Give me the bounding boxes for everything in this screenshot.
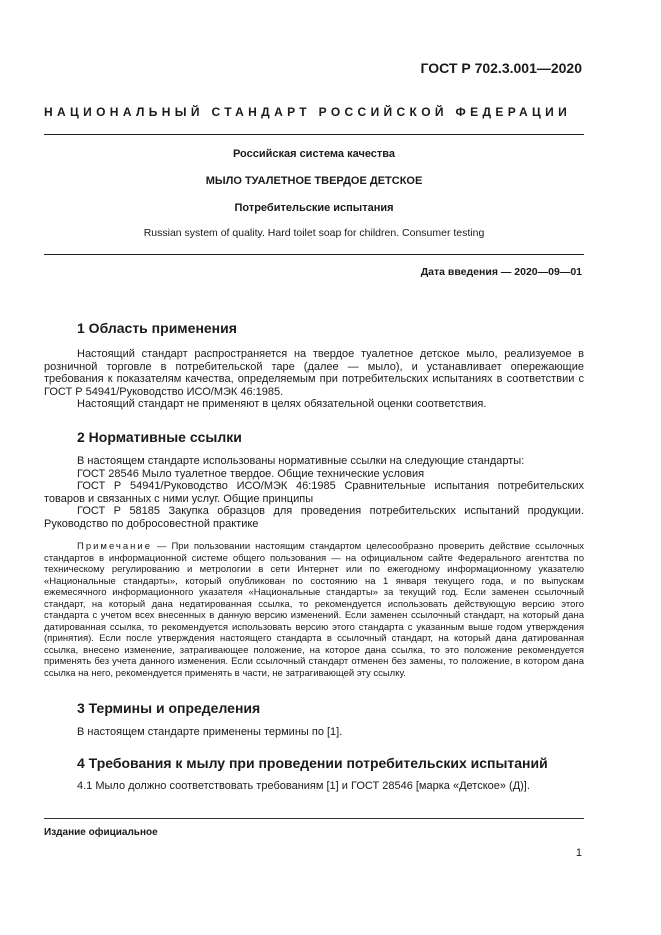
reference-gost-r-58185: ГОСТ Р 58185 Закупка образцов для проведения потребительских испытаний продукции. Руководство по добросовестной практике (44, 505, 584, 530)
page-number: 1 (575, 847, 582, 859)
national-standard-banner: НАЦИОНАЛЬНЫЙ СТАНДАРТ РОССИЙСКОЙ ФЕДЕРАЦИИ (44, 105, 572, 119)
section-1-body (44, 348, 584, 411)
document-number: ГОСТ Р 702.3.001—2020 (420, 60, 582, 76)
section-1-paragraph: Настоящий стандарт распространяется на твердое туалетное детское мыло, реализуемое в розничной торговле в потребительской таре (далее — мыло), и устанавливает опережающие требования к показателям качества, определяемым при потребительских испытаниях в соответствии с ГОСТ Р 54941/Руководство ИСО/МЭК 46:1985. (44, 348, 584, 398)
section-2-heading: 2 Нормативные ссылки (77, 429, 242, 445)
reference-gost-28546: ГОСТ 28546 Мыло туалетное твердое. Общие технические условия (77, 467, 425, 480)
section-3-paragraph: В настоящем стандарте применены термины по [1]. (77, 726, 343, 738)
section-4-body (44, 780, 584, 793)
reference-gost-r-54941: ГОСТ Р 54941/Руководство ИСО/МЭК 46:1985 Сравнительные испытания потребительских товаров и связанных с ними услуг. Общие принципы (44, 480, 584, 505)
section-2-note (44, 541, 584, 679)
section-3-heading: 3 Термины и определения (77, 700, 261, 716)
introduction-date: Дата введения — 2020—09—01 (420, 266, 582, 278)
footer-rule (44, 818, 584, 819)
section-4-paragraph: 4.1 Мыло должно соответствовать требованиям [1] и ГОСТ 28546 [марка «Детское» (Д)]. (77, 780, 530, 792)
note-label: Примечание (77, 541, 152, 552)
section-2-body (44, 455, 584, 531)
header-rule (44, 134, 584, 135)
section-1-heading: 1 Область применения (77, 320, 237, 336)
english-title: Russian system of quality. Hard toilet soap for children. Consumer testing (143, 227, 485, 239)
section-1-paragraph: Настоящий стандарт не применяют в целях обязательной оценки соответствия. (77, 398, 487, 411)
standard-subtitle: Потребительские испытания (234, 202, 394, 214)
quality-system-title: Российская система качества (232, 148, 396, 160)
official-edition-label: Издание официальное (44, 827, 158, 838)
section-2-paragraph: В настоящем стандарте использованы нормативные ссылки на следующие стандарты: (77, 455, 525, 467)
title-rule (44, 254, 584, 255)
note-text: — При пользовании настоящим стандартом целесообразно проверить действие ссылочных стандартов в информационной системе общего пользования — на официальном сайте Федерального агентства по техническому регулированию и метрологии в сети Интернет или по ежегодному информационному указателю «Национальные стандарты», который опубликован по состоянию на 1 января текущего года, и по выпускам ежемесячного информационного указателя «Национальные стандарты» за текущий год. Если заменен ссылочный стандарт, на который дана недатированная ссылка, то рекомендуется использовать действующую версию этого стандарта с учетом всех внесенных в данную версию изменений. Если заменен ссылочный стандарт, на который дана датированная ссылка, то рекомендуется использовать версию этого стандарта с указанным выше годом утверждения (принятия). Если после утверждения настоящего стандарта в ссылочный стандарт, на который дана датированная ссылка, внесено изменение, затрагивающее положение, на которое дана ссылка, то это положение рекомендуется применять без учета данного изменения. Если ссылочный стандарт отменен без замены, то положение, в котором дана ссылка на него, рекомендуется применять в части, не затрагивающей эту ссылку. (44, 541, 584, 679)
section-4-heading: 4 Требования к мылу при проведении потребительских испытаний (77, 755, 548, 771)
section-3-body (44, 726, 584, 739)
standard-title: МЫЛО ТУАЛЕТНОЕ ТВЕРДОЕ ДЕТСКОЕ (205, 175, 423, 187)
